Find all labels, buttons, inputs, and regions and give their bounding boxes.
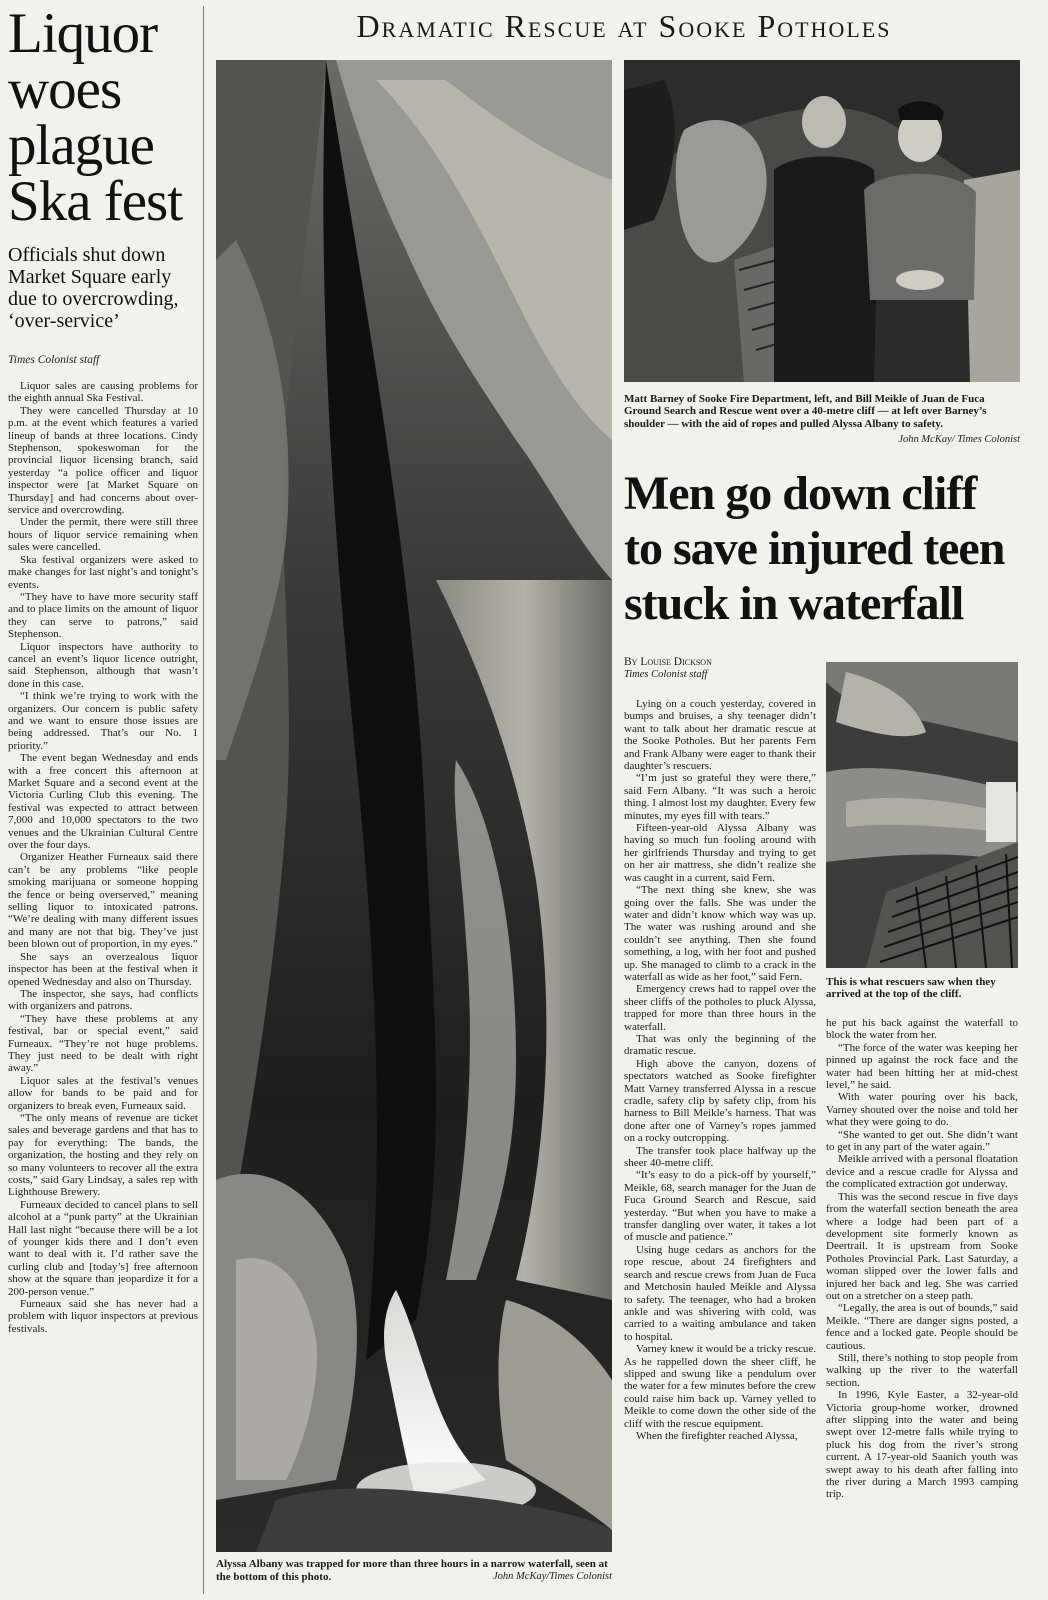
rescuers-photo bbox=[624, 60, 1020, 382]
liquor-paragraph: The inspector, she says, had conflicts with organizers and patrons. bbox=[8, 987, 198, 1013]
rescue-story-column-1 bbox=[624, 698, 816, 1588]
liquor-paragraph: They were cancelled Thursday at 10 p.m. at the event which features a varied lineup of bands at three locations. Cindy Stephenson, spokeswoman for the provincial liquor licensing branch, said yesterday “a police officer and liquor inspector were [at Market Square on Thursday] and had concerns about over-service and overcrowding. bbox=[8, 404, 198, 517]
rescue-paragraph: With water pouring over his back, Varney shouted over the noise and told her what they were going to do. bbox=[826, 1091, 1018, 1129]
liquor-paragraph: Under the permit, there were still three hours of liquor service remaining when sales were cancelled. bbox=[8, 516, 198, 554]
rescuers-photo-caption: Matt Barney of Sooke Fire Department, left, and Bill Meikle of Juan de Fuca Ground Search and Rescue went over a 40-metre cliff — at left over Barney’s shoulder — with the aid of ropes and pulled Alyssa Albany to safety. bbox=[624, 393, 987, 430]
liquor-headline: Liquor woes plague Ska fest bbox=[8, 6, 183, 233]
rescue-byline-author: By Louise Dickson bbox=[624, 656, 712, 668]
rescue-paragraph: “I’m just so grateful they were there,” said Fern Albany. “It was such a heroic thing. I almost lost my daughter. Every few minutes, my eyes fill with tears.” bbox=[624, 772, 816, 822]
liquor-deck: Officials shut down Market Square early due to overcrowding, ‘over-service’ bbox=[8, 244, 179, 332]
liquor-paragraph: Organizer Heather Furneaux said there can’t be any problems “like people smoking marijuana or someone hopping the fence or being overserved,” meaning selling liquor to intoxicated patrons. “We’re dealing with many different issues and many are not that big. They’ve just been blown out of proportion, in my eyes.” bbox=[8, 851, 198, 951]
liquor-byline: Times Colonist staff bbox=[8, 354, 100, 366]
rescue-paragraph: That was only the beginning of the dramatic rescue. bbox=[624, 1032, 816, 1058]
rescue-paragraph: Lying on a couch yesterday, covered in bumps and bruises, a shy teenager didn’t want to talk about her dramatic rescue at the Sooke Potholes. But her parents Fern and Frank Albany were eager to thank their daughter’s rescuers. bbox=[624, 698, 816, 773]
liquor-paragraph: “The only means of revenue are ticket sales and beverage gardens and that has to pay for everything: The bands, the organization, the hosting and they rely on so many volunteers to recover all the extra costs,” said Gary Lindsay, a sales rep with Lighthouse Brewery. bbox=[8, 1111, 198, 1199]
rescue-paragraph: Emergency crews had to rappel over the sheer cliffs of the potholes to pluck Alyssa, trapped for more than three hours in the waterfall. bbox=[624, 983, 816, 1033]
rescue-paragraph: “She wanted to get out. She didn’t want to get in any part of the water again.” bbox=[826, 1128, 1018, 1154]
rescue-story-column-2 bbox=[826, 1017, 1018, 1591]
rescue-paragraph: The transfer took place halfway up the sheer 40-metre cliff. bbox=[624, 1144, 816, 1170]
waterfall-photo-credit: John McKay/Times Colonist bbox=[493, 1571, 612, 1582]
liquor-story bbox=[8, 6, 198, 1594]
rescue-paragraph: Varney knew it would be a tricky rescue. As he rappelled down the sheer cliff, he slipped and swung like a pendulum over the water for a few minutes before the crew could raise him back up. Varney yelled to Meikle to come down the other side of the cliff with the rescue equipment. bbox=[624, 1343, 816, 1430]
rescue-byline-org: Times Colonist staff bbox=[624, 668, 708, 680]
cliff-top-photo bbox=[826, 662, 1018, 968]
liquor-paragraph: Liquor sales at the festival’s venues allow for bands to be paid and for organizers to break even, Furneaux said. bbox=[8, 1074, 198, 1112]
rescue-paragraph: Meikle arrived with a personal floatation device and a rescue cradle for Alyssa and the complicated extraction got underway. bbox=[826, 1153, 1018, 1191]
rescue-paragraph: Still, there’s nothing to stop people from walking up the river to the waterfall section. bbox=[826, 1351, 1018, 1389]
liquor-paragraph: Furneaux said she has never had a problem with liquor inspectors at previous festivals. bbox=[8, 1298, 198, 1335]
liquor-paragraph: Liquor sales are causing problems for the eighth annual Ska Festival. bbox=[8, 380, 198, 405]
cliff-top-photo-caption: This is what rescuers saw when they arrived at the top of the cliff. bbox=[826, 976, 996, 1001]
rescuers-photo-image bbox=[624, 60, 1020, 382]
rescue-paragraph: “The force of the water was keeping her pinned up against the rock face and the water had been hitting her at mid-chest level,” he said. bbox=[826, 1041, 1018, 1092]
waterfall-photo bbox=[216, 60, 612, 1552]
rescue-paragraph: High above the canyon, dozens of spectators watched as Sooke firefighter Matt Varney transferred Alyssa in a rescue cradle, safety clip by safety clip, from his harness to Bill Meikle’s harness. That was done after one of Varney’s ropes jammed on a rocky outcropping. bbox=[624, 1057, 816, 1145]
rescue-paragraph: “Legally, the area is out of bounds,” said Meikle. “There are danger signs posted, a fence and a locked gate. People should be cautious. bbox=[826, 1302, 1018, 1352]
liquor-body bbox=[8, 380, 198, 1335]
rescue-body-1 bbox=[624, 698, 816, 1442]
liquor-paragraph: “I think we’re trying to work with the organizers. Our concern is public safety and we want to ensure those issues are being addressed. That’s our No. 1 priority.” bbox=[8, 690, 198, 752]
rescue-headline: Men go down cliff to save injured teen stuck in waterfall bbox=[624, 467, 1005, 630]
waterfall-caption-text: Alyssa Albany was trapped for more than three hours in a narrow waterfall, seen at the bottom of this photo. bbox=[216, 1558, 608, 1583]
rescue-body-2 bbox=[826, 1017, 1018, 1501]
liquor-paragraph: “They have these problems at any festival, bar or special event,” said Furneaux. “They’re not huge problems. They just need to be dealt with right away.” bbox=[8, 1012, 198, 1075]
liquor-paragraph: Liquor inspectors have authority to cancel an event’s liquor licence outright, said Stephenson, although that wasn’t done in this case. bbox=[8, 640, 198, 690]
rescue-paragraph: When the firefighter reached Alyssa, bbox=[636, 1429, 798, 1442]
liquor-paragraph: Furneaux decided to cancel plans to sell alcohol at a “punk party” at the Ukrainian Hall last night “because there will be a lot of younger kids there and I don’t even want to deal with it. I’d rather save the curling club and [today’s] free afternoon show at the square than jeopardize it for a 200-person venue.” bbox=[8, 1198, 198, 1298]
column-divider bbox=[203, 6, 204, 1594]
rescue-paragraph: “The next thing she knew, she was going over the falls. She was under the water and didn’t know which way was up. The water was rushing around and she couldn’t see anything. Then she found something, a log, with her foot and pushed up. She managed to climb to a crack in the waterfall as wide as her foot,” said Fern. bbox=[624, 884, 816, 983]
rescue-paragraph: This was the second rescue in five days from the waterfall section beneath the area where a lodge had been part of a development site formerly known as Deertrail. It is upstream from Sooke Potholes Provincial Park. Last Saturday, a woman slipped over the lower falls and injured her back and leg. She was carried out on a stretcher on a steep path. bbox=[826, 1190, 1018, 1302]
liquor-paragraph: She says an overzealous liquor inspector has been at the festival when it opened Wednesday and also on Thursday. bbox=[8, 950, 198, 988]
rescue-paragraph: he put his back against the waterfall to block the water from her. bbox=[826, 1017, 1018, 1042]
rescue-byline bbox=[624, 656, 814, 681]
liquor-paragraph: The event began Wednesday and ends with a free concert this afternoon at Market Square and a second event at the Victoria Curling Club this evening. The festival was expected to attract between 7,000 and 10,000 spectators to the two venues and the Ukrainian Cultural Centre over the four days. bbox=[8, 752, 198, 852]
rescue-paragraph: Fifteen-year-old Alyssa Albany was having so much fun fooling around with her girlfriends Thursday and trying to get on her air mattress, she didn’t realize she was caught in a current, said Fern. bbox=[624, 822, 816, 884]
rescuers-photo-credit: John McKay/ Times Colonist bbox=[898, 434, 1020, 445]
rescue-paragraph: “It’s easy to do a pick-off by yourself,” Meikle, 68, search manager for the Juan de Fuca Ground Search and Rescue, said yesterday. “But when you have to make a transfer dangling over water, it takes a lot of muscle and patience.” bbox=[624, 1169, 816, 1244]
section-banner: Dramatic Rescue at Sooke Potholes bbox=[356, 8, 892, 44]
waterfall-photo-image bbox=[216, 60, 612, 1552]
liquor-paragraph: Ska festival organizers were asked to make changes for last night’s and tonight’s events. bbox=[8, 553, 198, 591]
rescue-paragraph: Using huge cedars as anchors for the rope rescue, about 24 firefighters and search and rescue crews from Juan de Fuca and Metchosin hauled Meikle and Alyssa to safety. The teenager, who had a broken ankle and was shivering with cold, was carried to a waiting ambulance and taken to hospital. bbox=[624, 1243, 816, 1343]
cliff-top-photo-image bbox=[826, 662, 1018, 968]
liquor-paragraph: “They have to have more security staff and to place limits on the amount of liquor they can serve to patrons,” said Stephenson. bbox=[8, 590, 198, 641]
rescue-paragraph: In 1996, Kyle Easter, a 32-year-old Victoria group-home worker, drowned after slipping into the water and being swept over 12-metre falls while trying to pluck his dog from the river’s strong current. A 17-year-old Saanich youth was swept away to his death after falling into the river during a March 1993 camping trip. bbox=[826, 1389, 1018, 1501]
